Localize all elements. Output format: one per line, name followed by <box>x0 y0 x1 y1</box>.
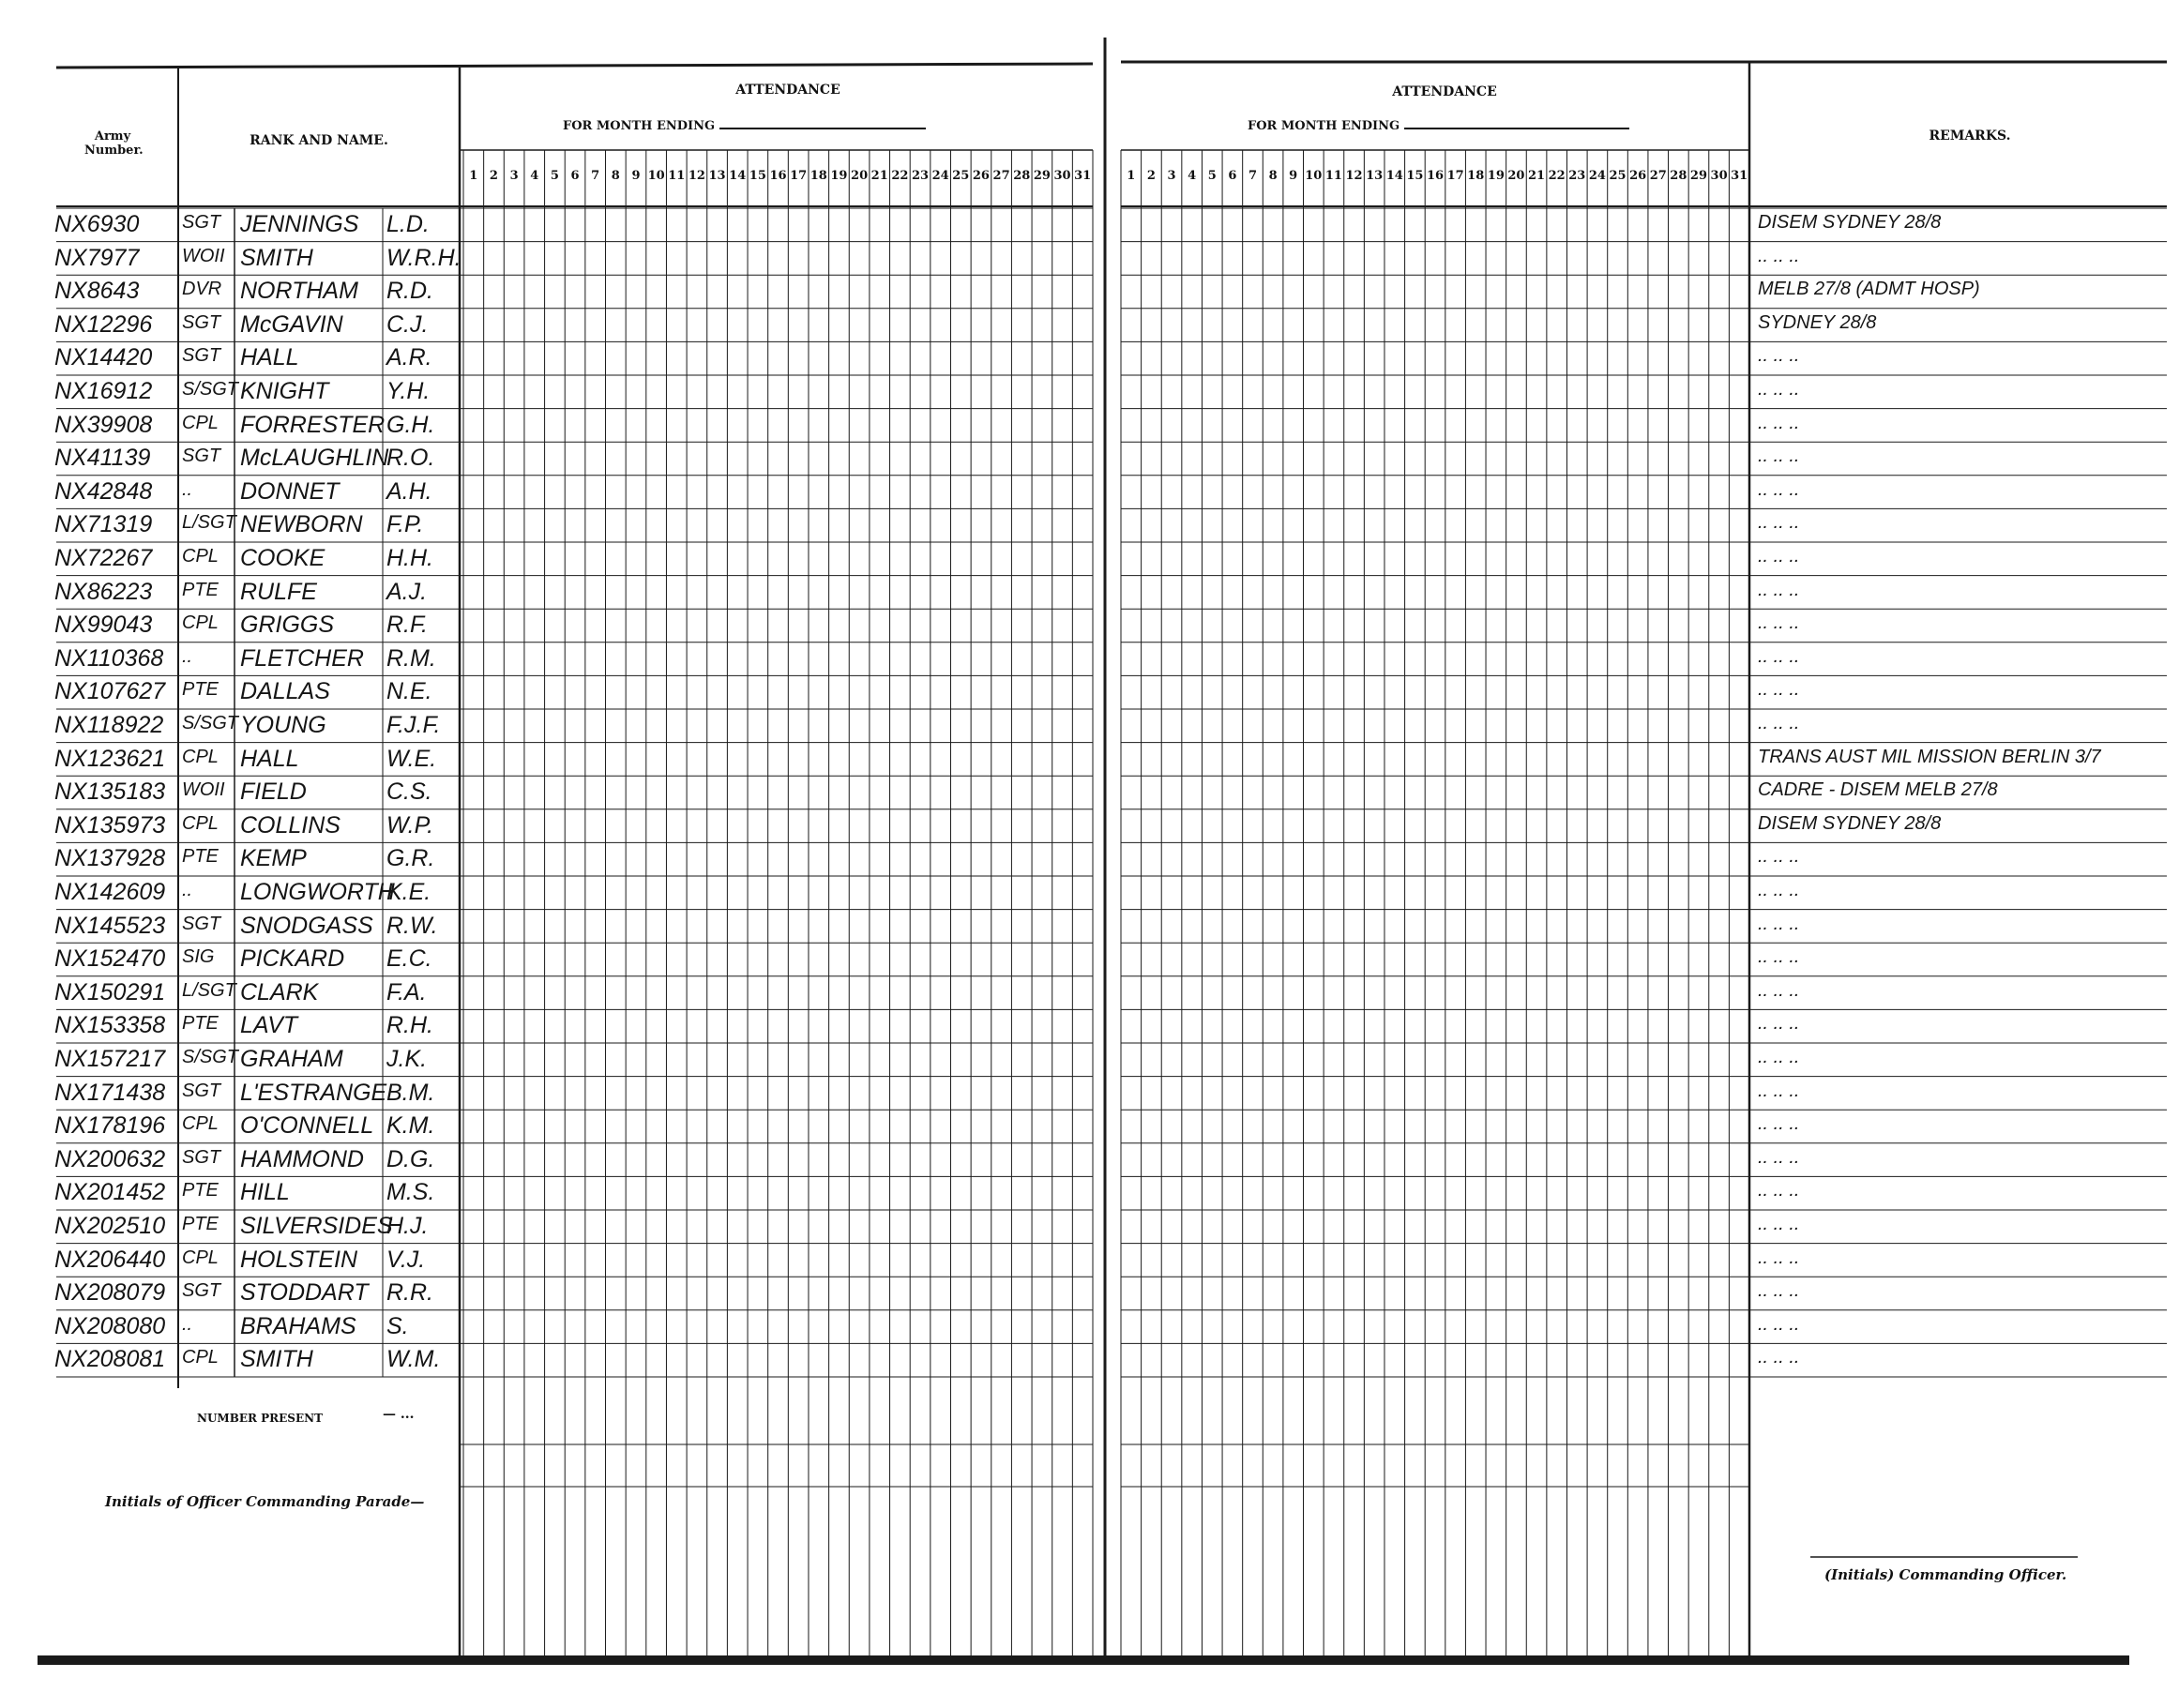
rank: SGT <box>182 1080 221 1101</box>
surname: HALL <box>240 745 299 772</box>
month-ending-label-right: FOR MONTH ENDING <box>1248 119 1400 133</box>
initials: G.R. <box>386 845 435 872</box>
day-number-right: 11 <box>1324 169 1342 183</box>
remark: .. .. .. <box>1758 1146 1800 1168</box>
day-number-right: 29 <box>1689 169 1707 183</box>
army-number: NX6930 <box>54 211 140 237</box>
surname: SILVERSIDES <box>240 1213 393 1239</box>
day-number-right: 31 <box>1731 169 1748 183</box>
remark: .. .. .. <box>1758 679 1800 701</box>
number-present-value: — ... <box>383 1407 415 1422</box>
initials: E.C. <box>386 945 432 973</box>
initials: N.E. <box>386 678 432 705</box>
day-number-left: 10 <box>647 169 665 183</box>
day-number-right: 26 <box>1629 169 1647 183</box>
remark: .. .. .. <box>1758 1247 1800 1268</box>
rank: S/SGT <box>182 379 239 400</box>
day-number-left: 4 <box>530 169 539 183</box>
day-number-left: 16 <box>769 169 787 183</box>
rank: .. <box>182 1313 193 1335</box>
remark: MELB 27/8 (ADMT HOSP) <box>1758 279 1980 300</box>
surname: FLETCHER <box>240 644 364 672</box>
day-number-left: 31 <box>1074 169 1092 183</box>
remark: .. .. .. <box>1758 546 1800 567</box>
rank: SGT <box>182 1280 221 1302</box>
army-number: NX208080 <box>54 1312 166 1339</box>
rank: CPL <box>182 1113 219 1135</box>
month-ending-right <box>1248 119 1679 133</box>
day-number-left: 19 <box>830 169 848 183</box>
day-number-left: 7 <box>591 169 600 183</box>
day-number-right: 6 <box>1228 169 1237 183</box>
day-number-right: 23 <box>1568 169 1586 183</box>
remark: .. .. .. <box>1758 1113 1800 1135</box>
remark: .. .. .. <box>1758 1347 1800 1368</box>
surname: McLAUGHLIN <box>240 445 389 472</box>
day-number-left: 20 <box>851 169 869 183</box>
surname: CLARK <box>240 978 319 1005</box>
rank: CPL <box>182 1247 219 1268</box>
day-number-right: 30 <box>1710 169 1728 183</box>
remark: .. .. .. <box>1758 512 1800 534</box>
day-number-right: 22 <box>1548 169 1566 183</box>
remark: .. .. .. <box>1758 946 1800 968</box>
initials: A.J. <box>386 578 428 605</box>
day-number-right: 12 <box>1345 169 1363 183</box>
army-number: NX14420 <box>54 344 153 371</box>
day-number-left: 25 <box>952 169 970 183</box>
remark: .. .. .. <box>1758 1313 1800 1335</box>
month-ending-label-left: FOR MONTH ENDING <box>563 119 716 133</box>
remark: .. .. .. <box>1758 1013 1800 1035</box>
remark: .. .. .. <box>1758 979 1800 1001</box>
day-number-left: 22 <box>891 169 909 183</box>
surname: KEMP <box>240 845 307 872</box>
remarks-header: REMARKS. <box>1929 128 2011 144</box>
initials: K.E. <box>386 879 431 905</box>
remark: .. .. .. <box>1758 1080 1800 1101</box>
day-number-left: 17 <box>790 169 808 183</box>
army-number: NX118922 <box>54 712 164 738</box>
initials: R.F. <box>386 612 428 639</box>
army-number: NX137928 <box>54 845 166 872</box>
rank: CPL <box>182 1347 219 1368</box>
army-number: NX152470 <box>54 945 166 973</box>
remark: .. .. .. <box>1758 1280 1800 1302</box>
initials: D.G. <box>386 1145 435 1172</box>
day-number-right: 25 <box>1609 169 1627 183</box>
remark: DISEM SYDNEY 28/8 <box>1758 812 1942 834</box>
rank: DVR <box>182 279 222 300</box>
day-number-right: 2 <box>1146 169 1156 183</box>
initials: G.H. <box>386 411 435 438</box>
army-number: NX41139 <box>54 445 151 472</box>
initials: Y.H. <box>386 378 431 404</box>
rank: .. <box>182 880 193 900</box>
army-number: NX142609 <box>54 879 166 905</box>
month-ending-line-right <box>1404 128 1629 129</box>
surname: BRAHAMS <box>240 1312 356 1339</box>
remark: .. .. .. <box>1758 379 1800 400</box>
surname: HALL <box>240 344 299 371</box>
rank: SGT <box>182 913 221 934</box>
day-number-right: 19 <box>1487 169 1505 183</box>
initials: F.J.F. <box>386 712 441 738</box>
day-number-right: 13 <box>1366 169 1384 183</box>
rank: PTE <box>182 1013 219 1035</box>
initials: F.P. <box>386 511 424 538</box>
day-number-right: 5 <box>1207 169 1217 183</box>
day-number-left: 18 <box>810 169 827 183</box>
day-number-left: 23 <box>911 169 930 183</box>
army-number: NX123621 <box>54 745 166 772</box>
rank: CPL <box>182 412 219 433</box>
initials: F.A. <box>386 978 427 1005</box>
surname: SMITH <box>240 244 313 271</box>
surname: JENNINGS <box>240 211 359 237</box>
day-number-right: 20 <box>1507 169 1525 183</box>
army-number: NX135183 <box>54 778 166 806</box>
surname: McGAVIN <box>240 310 343 338</box>
surname: SMITH <box>240 1346 313 1373</box>
initials: V.J. <box>386 1246 426 1273</box>
surname: O'CONNELL <box>240 1112 374 1140</box>
remark: .. .. .. <box>1758 478 1800 500</box>
rank-name-header: RANK AND NAME. <box>250 133 388 148</box>
army-number: NX157217 <box>54 1046 166 1072</box>
rank: L/SGT <box>182 512 236 534</box>
remark: DISEM SYDNEY 28/8 <box>1758 212 1942 233</box>
attendance-header-right: ATTENDANCE <box>1392 84 1497 99</box>
surname: NEWBORN <box>240 511 363 538</box>
initials: A.R. <box>386 344 432 371</box>
day-number-left: 24 <box>931 169 949 183</box>
army-number: NX171438 <box>54 1079 166 1106</box>
army-number: NX86223 <box>54 578 153 605</box>
day-number-right: 4 <box>1188 169 1197 183</box>
surname: GRAHAM <box>240 1046 343 1072</box>
rank: SIG <box>182 946 215 968</box>
remark: .. .. .. <box>1758 880 1800 900</box>
remark: .. .. .. <box>1758 612 1800 634</box>
day-number-right: 21 <box>1528 169 1546 183</box>
army-number-header: Army Number. <box>84 129 144 158</box>
day-number-left: 15 <box>749 169 766 183</box>
remark: .. .. .. <box>1758 1214 1800 1234</box>
remark: .. .. .. <box>1758 913 1800 934</box>
day-number-left: 8 <box>611 169 620 183</box>
day-number-left: 29 <box>1033 169 1051 183</box>
remark: .. .. .. <box>1758 1047 1800 1067</box>
day-number-right: 7 <box>1248 169 1257 183</box>
surname: YOUNG <box>240 712 326 738</box>
surname: FORRESTER <box>240 411 386 438</box>
rank: PTE <box>182 1214 219 1234</box>
surname: GRIGGS <box>240 612 335 639</box>
initials: W.P. <box>386 811 434 839</box>
initials: R.M. <box>386 644 436 672</box>
rank: SGT <box>182 345 221 367</box>
day-number-left: 3 <box>509 169 519 183</box>
remark: .. .. .. <box>1758 412 1800 433</box>
remark: SYDNEY 28/8 <box>1758 311 1877 333</box>
day-number-left: 2 <box>489 169 498 183</box>
day-number-left: 9 <box>631 169 641 183</box>
initials: W.M. <box>386 1346 441 1373</box>
day-number-left: 13 <box>708 169 726 183</box>
remark: .. .. .. <box>1758 446 1800 467</box>
surname: L'ESTRANGE <box>240 1079 387 1106</box>
rank: SGT <box>182 212 221 233</box>
army-number: NX200632 <box>54 1145 166 1172</box>
day-number-right: 24 <box>1588 169 1606 183</box>
initials: H.J. <box>386 1213 429 1239</box>
army-number: NX135973 <box>54 811 166 839</box>
day-number-right: 9 <box>1289 169 1298 183</box>
remark: .. .. .. <box>1758 245 1800 266</box>
army-number: NX99043 <box>54 612 153 639</box>
initials: B.M. <box>386 1079 435 1106</box>
day-number-left: 14 <box>729 169 747 183</box>
army-number: NX110368 <box>54 644 164 672</box>
month-ending-left <box>563 119 994 133</box>
army-number: NX7977 <box>54 244 140 271</box>
day-number-right: 1 <box>1127 169 1136 183</box>
rank: CPL <box>182 812 219 834</box>
army-number: NX16912 <box>54 378 153 404</box>
initials: S. <box>386 1312 409 1339</box>
army-number: NX150291 <box>54 978 166 1005</box>
initials-officer-label: Initials of Officer Commanding Parade— <box>105 1493 425 1510</box>
rank: WOII <box>182 245 225 266</box>
surname: DONNET <box>240 477 340 505</box>
army-number: NX206440 <box>54 1246 166 1273</box>
surname: SNODGASS <box>240 912 373 939</box>
day-number-left: 11 <box>668 169 686 183</box>
initials: R.R. <box>386 1279 433 1307</box>
surname: HILL <box>240 1179 290 1206</box>
rank: S/SGT <box>182 1047 239 1067</box>
rank: PTE <box>182 679 219 701</box>
rank: SGT <box>182 446 221 467</box>
army-number: NX107627 <box>54 678 166 705</box>
surname: LONGWORTH <box>240 879 395 905</box>
remark: CADRE - DISEM MELB 27/8 <box>1758 779 1998 801</box>
initials: R.W. <box>386 912 438 939</box>
remark: .. .. .. <box>1758 846 1800 868</box>
initials: H.H. <box>386 545 433 571</box>
army-number: NX71319 <box>54 511 153 538</box>
rank: PTE <box>182 846 219 868</box>
remark: TRANS AUST MIL MISSION BERLIN 3/7 <box>1758 746 2101 767</box>
day-number-left: 12 <box>688 169 705 183</box>
initials: W.E. <box>386 745 437 772</box>
initials: A.H. <box>386 477 432 505</box>
surname: STODDART <box>240 1279 369 1307</box>
rank: CPL <box>182 612 219 634</box>
initials: C.S. <box>386 778 432 806</box>
initials: R.D. <box>386 278 433 305</box>
surname: NORTHAM <box>240 278 358 305</box>
army-number: NX178196 <box>54 1112 166 1140</box>
surname: PICKARD <box>240 945 345 973</box>
number-present-label: NUMBER PRESENT <box>197 1412 324 1425</box>
commanding-officer-label: (Initials) Commanding Officer. <box>1824 1566 2067 1583</box>
day-number-left: 30 <box>1053 169 1071 183</box>
rank: PTE <box>182 1180 219 1202</box>
initials: M.S. <box>386 1179 435 1206</box>
initials: R.H. <box>386 1012 433 1039</box>
army-number: NX208079 <box>54 1279 166 1307</box>
surname: HOLSTEIN <box>240 1246 358 1273</box>
month-ending-line-left <box>719 128 926 129</box>
remark: .. .. .. <box>1758 713 1800 733</box>
day-number-left: 28 <box>1013 169 1031 183</box>
day-number-right: 8 <box>1268 169 1278 183</box>
rank: SGT <box>182 311 221 333</box>
army-number: NX12296 <box>54 310 153 338</box>
initials: J.K. <box>386 1046 428 1072</box>
day-number-right: 10 <box>1305 169 1323 183</box>
surname: RULFE <box>240 578 317 605</box>
remark: .. .. .. <box>1758 579 1800 600</box>
rank: PTE <box>182 579 219 600</box>
initials: W.R.H. <box>386 244 462 271</box>
army-number: NX153358 <box>54 1012 166 1039</box>
surname: KNIGHT <box>240 378 329 404</box>
army-number: NX42848 <box>54 477 153 505</box>
surname: COOKE <box>240 545 325 571</box>
remark: .. .. .. <box>1758 1180 1800 1202</box>
army-number: NX202510 <box>54 1213 166 1239</box>
day-number-right: 15 <box>1406 169 1424 183</box>
army-number: NX201452 <box>54 1179 166 1206</box>
initials: K.M. <box>386 1112 435 1140</box>
rank: L/SGT <box>182 979 236 1001</box>
rank: .. <box>182 478 193 500</box>
initials: C.J. <box>386 310 429 338</box>
day-number-right: 18 <box>1467 169 1485 183</box>
day-number-left: 27 <box>992 169 1010 183</box>
army-number: NX8643 <box>54 278 140 305</box>
army-number: NX72267 <box>54 545 153 571</box>
army-number: NX39908 <box>54 411 153 438</box>
remark: .. .. .. <box>1758 345 1800 367</box>
day-number-left: 6 <box>570 169 580 183</box>
surname: COLLINS <box>240 811 340 839</box>
rank: WOII <box>182 779 225 801</box>
day-number-right: 3 <box>1167 169 1176 183</box>
top-rule-left <box>56 64 1093 68</box>
day-number-right: 14 <box>1385 169 1403 183</box>
surname: HAMMOND <box>240 1145 364 1172</box>
day-number-left: 1 <box>469 169 478 183</box>
surname: DALLAS <box>240 678 330 705</box>
rank: SGT <box>182 1146 221 1168</box>
day-number-left: 21 <box>870 169 888 183</box>
day-number-right: 27 <box>1649 169 1667 183</box>
day-number-left: 5 <box>550 169 559 183</box>
surname: FIELD <box>240 778 307 806</box>
rank: CPL <box>182 546 219 567</box>
day-number-right: 28 <box>1670 169 1687 183</box>
rank: S/SGT <box>182 713 239 733</box>
army-number: NX145523 <box>54 912 166 939</box>
day-number-left: 26 <box>972 169 990 183</box>
day-number-right: 16 <box>1426 169 1445 183</box>
attendance-header-left: ATTENDANCE <box>735 83 840 98</box>
rank: CPL <box>182 746 219 767</box>
initials: L.D. <box>386 211 430 237</box>
day-number-right: 17 <box>1446 169 1464 183</box>
surname: LAVT <box>240 1012 298 1039</box>
army-number: NX208081 <box>54 1346 166 1373</box>
rank: .. <box>182 645 193 667</box>
remark: .. .. .. <box>1758 645 1800 667</box>
initials: R.O. <box>386 445 435 472</box>
